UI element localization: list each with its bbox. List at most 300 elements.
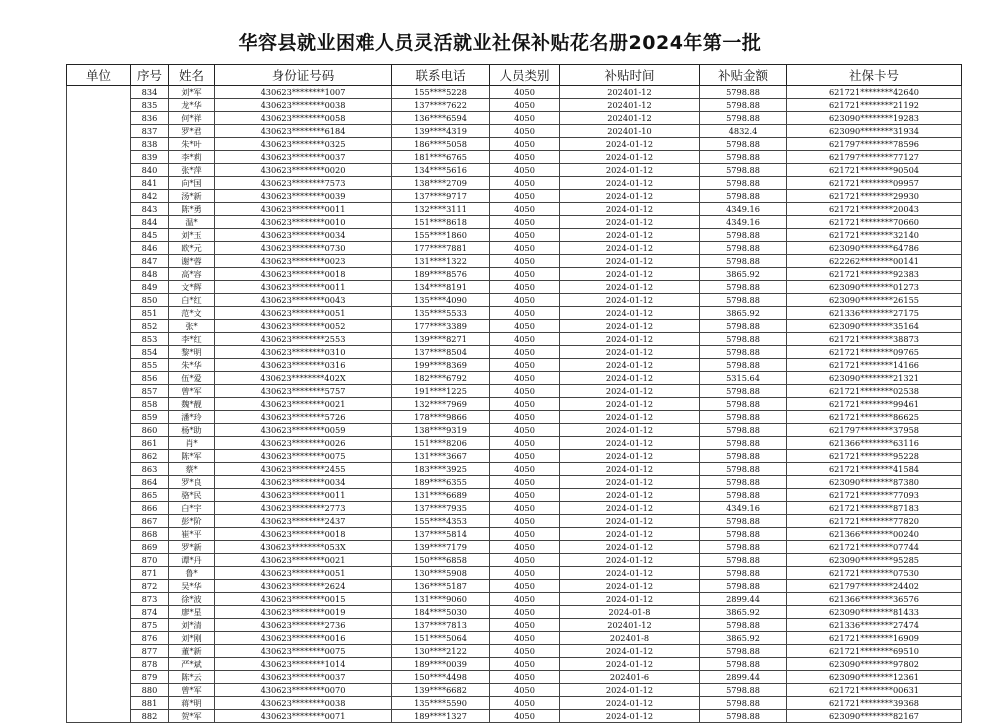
header-unit: 单位 bbox=[67, 65, 131, 86]
header-id-number: 身份证号码 bbox=[215, 65, 392, 86]
name-cell: 龙*华 bbox=[169, 99, 215, 112]
category-cell: 4050 bbox=[490, 307, 560, 320]
serial-cell: 838 bbox=[131, 138, 169, 151]
unit-cell bbox=[67, 450, 131, 463]
category-cell: 4050 bbox=[490, 515, 560, 528]
id-number-cell: 430623********0075 bbox=[215, 645, 392, 658]
card-number-cell: 621721********99461 bbox=[787, 398, 962, 411]
id-number-cell: 430623********2624 bbox=[215, 580, 392, 593]
phone-cell: 137****8504 bbox=[392, 346, 490, 359]
name-cell: 欧*元 bbox=[169, 242, 215, 255]
id-number-cell: 430623********0037 bbox=[215, 671, 392, 684]
period-cell: 2024-01-12 bbox=[560, 710, 700, 723]
id-number-cell: 430623********5757 bbox=[215, 385, 392, 398]
roster-body bbox=[67, 86, 962, 723]
amount-cell: 5798.88 bbox=[700, 294, 787, 307]
period-cell: 2024-01-12 bbox=[560, 697, 700, 710]
category-cell: 4050 bbox=[490, 593, 560, 606]
phone-cell: 155****1860 bbox=[392, 229, 490, 242]
category-cell: 4050 bbox=[490, 268, 560, 281]
table-row bbox=[67, 515, 962, 528]
serial-cell: 843 bbox=[131, 203, 169, 216]
category-cell: 4050 bbox=[490, 125, 560, 138]
table-row bbox=[67, 372, 962, 385]
amount-cell: 5798.88 bbox=[700, 580, 787, 593]
name-cell: 董*新 bbox=[169, 645, 215, 658]
amount-cell: 5798.88 bbox=[700, 541, 787, 554]
serial-cell: 867 bbox=[131, 515, 169, 528]
period-cell: 202401-12 bbox=[560, 86, 700, 99]
name-cell: 蔡* bbox=[169, 463, 215, 476]
phone-cell: 139****7179 bbox=[392, 541, 490, 554]
serial-cell: 859 bbox=[131, 411, 169, 424]
id-number-cell: 430623********7573 bbox=[215, 177, 392, 190]
phone-cell: 183****3925 bbox=[392, 463, 490, 476]
serial-cell: 880 bbox=[131, 684, 169, 697]
id-number-cell: 430623********5726 bbox=[215, 411, 392, 424]
unit-cell bbox=[67, 645, 131, 658]
period-cell: 2024-01-12 bbox=[560, 437, 700, 450]
phone-cell: 184****5030 bbox=[392, 606, 490, 619]
serial-cell: 861 bbox=[131, 437, 169, 450]
card-number-cell: 621721********07744 bbox=[787, 541, 962, 554]
table-row bbox=[67, 697, 962, 710]
name-cell: 向*国 bbox=[169, 177, 215, 190]
phone-cell: 177****3389 bbox=[392, 320, 490, 333]
serial-cell: 842 bbox=[131, 190, 169, 203]
period-cell: 2024-01-12 bbox=[560, 190, 700, 203]
id-number-cell: 430623********0034 bbox=[215, 229, 392, 242]
unit-cell bbox=[67, 138, 131, 151]
amount-cell: 5798.88 bbox=[700, 99, 787, 112]
category-cell: 4050 bbox=[490, 242, 560, 255]
category-cell: 4050 bbox=[490, 671, 560, 684]
phone-cell: 189****6355 bbox=[392, 476, 490, 489]
card-number-cell: 623090********21321 bbox=[787, 372, 962, 385]
card-number-cell: 621721********42640 bbox=[787, 86, 962, 99]
category-cell: 4050 bbox=[490, 411, 560, 424]
category-cell: 4050 bbox=[490, 216, 560, 229]
amount-cell: 5798.88 bbox=[700, 658, 787, 671]
amount-cell: 5798.88 bbox=[700, 489, 787, 502]
phone-cell: 137****9717 bbox=[392, 190, 490, 203]
name-cell: 罗*良 bbox=[169, 476, 215, 489]
card-number-cell: 623090********82167 bbox=[787, 710, 962, 723]
phone-cell: 181****6765 bbox=[392, 151, 490, 164]
serial-cell: 851 bbox=[131, 307, 169, 320]
serial-cell: 882 bbox=[131, 710, 169, 723]
amount-cell: 3865.92 bbox=[700, 632, 787, 645]
name-cell: 张*萍 bbox=[169, 164, 215, 177]
name-cell: 温* bbox=[169, 216, 215, 229]
phone-cell: 186****5058 bbox=[392, 138, 490, 151]
amount-cell: 5798.88 bbox=[700, 346, 787, 359]
phone-cell: 136****5187 bbox=[392, 580, 490, 593]
period-cell: 2024-01-12 bbox=[560, 372, 700, 385]
header-category: 人员类别 bbox=[490, 65, 560, 86]
category-cell: 4050 bbox=[490, 229, 560, 242]
phone-cell: 131****3667 bbox=[392, 450, 490, 463]
table-row bbox=[67, 86, 962, 99]
category-cell: 4050 bbox=[490, 710, 560, 723]
id-number-cell: 430623********402X bbox=[215, 372, 392, 385]
phone-cell: 189****1327 bbox=[392, 710, 490, 723]
amount-cell: 5798.88 bbox=[700, 528, 787, 541]
unit-cell bbox=[67, 255, 131, 268]
unit-cell bbox=[67, 112, 131, 125]
id-number-cell: 430623********0051 bbox=[215, 567, 392, 580]
amount-cell: 5798.88 bbox=[700, 333, 787, 346]
id-number-cell: 430623********0021 bbox=[215, 398, 392, 411]
id-number-cell: 430623********1014 bbox=[215, 658, 392, 671]
period-cell: 2024-01-12 bbox=[560, 424, 700, 437]
serial-cell: 877 bbox=[131, 645, 169, 658]
amount-cell: 5798.88 bbox=[700, 190, 787, 203]
id-number-cell: 430623********0071 bbox=[215, 710, 392, 723]
category-cell: 4050 bbox=[490, 437, 560, 450]
card-number-cell: 621797********24402 bbox=[787, 580, 962, 593]
category-cell: 4050 bbox=[490, 203, 560, 216]
period-cell: 2024-01-12 bbox=[560, 398, 700, 411]
unit-cell bbox=[67, 281, 131, 294]
name-cell: 吴*华 bbox=[169, 580, 215, 593]
serial-cell: 849 bbox=[131, 281, 169, 294]
phone-cell: 155****4353 bbox=[392, 515, 490, 528]
amount-cell: 5798.88 bbox=[700, 619, 787, 632]
table-row bbox=[67, 710, 962, 723]
period-cell: 2024-01-12 bbox=[560, 346, 700, 359]
id-number-cell: 430623********0016 bbox=[215, 632, 392, 645]
id-number-cell: 430623********0316 bbox=[215, 359, 392, 372]
period-cell: 2024-01-12 bbox=[560, 320, 700, 333]
name-cell: 罗*君 bbox=[169, 125, 215, 138]
table-row bbox=[67, 489, 962, 502]
period-cell: 202401-10 bbox=[560, 125, 700, 138]
period-cell: 2024-01-12 bbox=[560, 359, 700, 372]
amount-cell: 4832.4 bbox=[700, 125, 787, 138]
amount-cell: 5798.88 bbox=[700, 411, 787, 424]
amount-cell: 5798.88 bbox=[700, 281, 787, 294]
card-number-cell: 621797********78596 bbox=[787, 138, 962, 151]
amount-cell: 4349.16 bbox=[700, 502, 787, 515]
name-cell: 杨*助 bbox=[169, 424, 215, 437]
unit-cell bbox=[67, 541, 131, 554]
amount-cell: 5798.88 bbox=[700, 320, 787, 333]
card-number-cell: 623090********01273 bbox=[787, 281, 962, 294]
unit-cell bbox=[67, 515, 131, 528]
card-number-cell: 621721********39368 bbox=[787, 697, 962, 710]
name-cell: 谢*蓉 bbox=[169, 255, 215, 268]
serial-cell: 866 bbox=[131, 502, 169, 515]
serial-cell: 850 bbox=[131, 294, 169, 307]
table-row bbox=[67, 658, 962, 671]
period-cell: 2024-01-12 bbox=[560, 580, 700, 593]
category-cell: 4050 bbox=[490, 489, 560, 502]
serial-cell: 839 bbox=[131, 151, 169, 164]
phone-cell: 132****7969 bbox=[392, 398, 490, 411]
unit-cell bbox=[67, 632, 131, 645]
id-number-cell: 430623********0037 bbox=[215, 151, 392, 164]
id-number-cell: 430623********0043 bbox=[215, 294, 392, 307]
category-cell: 4050 bbox=[490, 372, 560, 385]
table-row bbox=[67, 346, 962, 359]
period-cell: 2024-01-12 bbox=[560, 593, 700, 606]
serial-cell: 847 bbox=[131, 255, 169, 268]
name-cell: 白*宇 bbox=[169, 502, 215, 515]
category-cell: 4050 bbox=[490, 346, 560, 359]
card-number-cell: 623090********31934 bbox=[787, 125, 962, 138]
subsidy-roster-table bbox=[66, 64, 962, 723]
serial-cell: 852 bbox=[131, 320, 169, 333]
amount-cell: 5798.88 bbox=[700, 697, 787, 710]
card-number-cell: 623090********26155 bbox=[787, 294, 962, 307]
amount-cell: 2899.44 bbox=[700, 671, 787, 684]
category-cell: 4050 bbox=[490, 359, 560, 372]
phone-cell: 155****5228 bbox=[392, 86, 490, 99]
phone-cell: 135****5590 bbox=[392, 697, 490, 710]
id-number-cell: 430623********0310 bbox=[215, 346, 392, 359]
name-cell: 朱*华 bbox=[169, 359, 215, 372]
table-row bbox=[67, 359, 962, 372]
name-cell: 何*祥 bbox=[169, 112, 215, 125]
table-row bbox=[67, 307, 962, 320]
name-cell: 陈*勇 bbox=[169, 203, 215, 216]
unit-cell bbox=[67, 190, 131, 203]
unit-cell bbox=[67, 294, 131, 307]
id-number-cell: 430623********2437 bbox=[215, 515, 392, 528]
id-number-cell: 430623********053X bbox=[215, 541, 392, 554]
name-cell: 崔*平 bbox=[169, 528, 215, 541]
period-cell: 2024-01-8 bbox=[560, 606, 700, 619]
category-cell: 4050 bbox=[490, 619, 560, 632]
card-number-cell: 623090********12361 bbox=[787, 671, 962, 684]
phone-cell: 135****5533 bbox=[392, 307, 490, 320]
name-cell: 刘*清 bbox=[169, 619, 215, 632]
name-cell: 黎*明 bbox=[169, 346, 215, 359]
period-cell: 2024-01-12 bbox=[560, 450, 700, 463]
id-number-cell: 430623********0038 bbox=[215, 99, 392, 112]
amount-cell: 5798.88 bbox=[700, 645, 787, 658]
card-number-cell: 621721********29930 bbox=[787, 190, 962, 203]
period-cell: 2024-01-12 bbox=[560, 294, 700, 307]
period-cell: 202401-8 bbox=[560, 632, 700, 645]
header-name: 姓名 bbox=[169, 65, 215, 86]
serial-cell: 841 bbox=[131, 177, 169, 190]
unit-cell bbox=[67, 372, 131, 385]
unit-cell bbox=[67, 710, 131, 723]
name-cell: 贺*军 bbox=[169, 710, 215, 723]
table-row bbox=[67, 502, 962, 515]
id-number-cell: 430623********0019 bbox=[215, 606, 392, 619]
period-cell: 2024-01-12 bbox=[560, 268, 700, 281]
category-cell: 4050 bbox=[490, 476, 560, 489]
phone-cell: 135****4090 bbox=[392, 294, 490, 307]
name-cell: 蒋*明 bbox=[169, 697, 215, 710]
amount-cell: 5798.88 bbox=[700, 710, 787, 723]
table-row bbox=[67, 281, 962, 294]
card-number-cell: 623090********97802 bbox=[787, 658, 962, 671]
category-cell: 4050 bbox=[490, 177, 560, 190]
table-row bbox=[67, 229, 962, 242]
table-row bbox=[67, 242, 962, 255]
phone-cell: 178****9866 bbox=[392, 411, 490, 424]
serial-cell: 862 bbox=[131, 450, 169, 463]
amount-cell: 5798.88 bbox=[700, 476, 787, 489]
period-cell: 2024-01-12 bbox=[560, 489, 700, 502]
table-row bbox=[67, 125, 962, 138]
amount-cell: 5798.88 bbox=[700, 177, 787, 190]
category-cell: 4050 bbox=[490, 112, 560, 125]
amount-cell: 5798.88 bbox=[700, 554, 787, 567]
amount-cell: 5798.88 bbox=[700, 463, 787, 476]
unit-cell bbox=[67, 177, 131, 190]
id-number-cell: 430623********0018 bbox=[215, 528, 392, 541]
category-cell: 4050 bbox=[490, 645, 560, 658]
unit-cell bbox=[67, 411, 131, 424]
phone-cell: 191****1225 bbox=[392, 385, 490, 398]
table-row bbox=[67, 294, 962, 307]
table-row bbox=[67, 450, 962, 463]
amount-cell: 5315.64 bbox=[700, 372, 787, 385]
period-cell: 202401-12 bbox=[560, 112, 700, 125]
page-title: 华容县就业困难人员灵活就业社保补贴花名册2024年第一批 bbox=[238, 32, 762, 54]
unit-cell bbox=[67, 242, 131, 255]
id-number-cell: 430623********0730 bbox=[215, 242, 392, 255]
unit-cell bbox=[67, 606, 131, 619]
period-cell: 202401-6 bbox=[560, 671, 700, 684]
card-number-cell: 621366********36576 bbox=[787, 593, 962, 606]
card-number-cell: 621366********00240 bbox=[787, 528, 962, 541]
serial-cell: 837 bbox=[131, 125, 169, 138]
serial-cell: 871 bbox=[131, 567, 169, 580]
id-number-cell: 430623********0059 bbox=[215, 424, 392, 437]
id-number-cell: 430623********2736 bbox=[215, 619, 392, 632]
category-cell: 4050 bbox=[490, 281, 560, 294]
period-cell: 2024-01-12 bbox=[560, 554, 700, 567]
card-number-cell: 621721********77093 bbox=[787, 489, 962, 502]
id-number-cell: 430623********0038 bbox=[215, 697, 392, 710]
unit-cell bbox=[67, 333, 131, 346]
unit-cell bbox=[67, 697, 131, 710]
id-number-cell: 430623********0325 bbox=[215, 138, 392, 151]
amount-cell: 4349.16 bbox=[700, 216, 787, 229]
period-cell: 2024-01-12 bbox=[560, 229, 700, 242]
card-number-cell: 621721********86625 bbox=[787, 411, 962, 424]
card-number-cell: 621366********63116 bbox=[787, 437, 962, 450]
table-row bbox=[67, 606, 962, 619]
period-cell: 2024-01-12 bbox=[560, 242, 700, 255]
phone-cell: 139****8271 bbox=[392, 333, 490, 346]
amount-cell: 5798.88 bbox=[700, 424, 787, 437]
id-number-cell: 430623********0021 bbox=[215, 554, 392, 567]
amount-cell: 2899.44 bbox=[700, 593, 787, 606]
phone-cell: 139****4319 bbox=[392, 125, 490, 138]
id-number-cell: 430623********0018 bbox=[215, 268, 392, 281]
amount-cell: 5798.88 bbox=[700, 684, 787, 697]
phone-cell: 151****8618 bbox=[392, 216, 490, 229]
phone-cell: 137****7935 bbox=[392, 502, 490, 515]
table-row bbox=[67, 255, 962, 268]
table-row bbox=[67, 177, 962, 190]
name-cell: 张* bbox=[169, 320, 215, 333]
category-cell: 4050 bbox=[490, 255, 560, 268]
card-number-cell: 621797********77127 bbox=[787, 151, 962, 164]
name-cell: 骆*民 bbox=[169, 489, 215, 502]
phone-cell: 177****7881 bbox=[392, 242, 490, 255]
name-cell: 李*莉 bbox=[169, 151, 215, 164]
category-cell: 4050 bbox=[490, 528, 560, 541]
id-number-cell: 430623********1007 bbox=[215, 86, 392, 99]
id-number-cell: 430623********0075 bbox=[215, 450, 392, 463]
period-cell: 2024-01-12 bbox=[560, 411, 700, 424]
name-cell: 汤*新 bbox=[169, 190, 215, 203]
serial-cell: 835 bbox=[131, 99, 169, 112]
period-cell: 2024-01-12 bbox=[560, 177, 700, 190]
unit-cell bbox=[67, 385, 131, 398]
name-cell: 文*辉 bbox=[169, 281, 215, 294]
serial-cell: 855 bbox=[131, 359, 169, 372]
card-number-cell: 621721********41584 bbox=[787, 463, 962, 476]
serial-cell: 864 bbox=[131, 476, 169, 489]
unit-cell bbox=[67, 424, 131, 437]
card-number-cell: 621721********16909 bbox=[787, 632, 962, 645]
table-row bbox=[67, 593, 962, 606]
amount-cell: 5798.88 bbox=[700, 151, 787, 164]
card-number-cell: 621721********02538 bbox=[787, 385, 962, 398]
card-number-cell: 623090********87380 bbox=[787, 476, 962, 489]
table-row bbox=[67, 554, 962, 567]
card-number-cell: 621721********21192 bbox=[787, 99, 962, 112]
unit-cell bbox=[67, 307, 131, 320]
name-cell: 魏*靓 bbox=[169, 398, 215, 411]
category-cell: 4050 bbox=[490, 658, 560, 671]
table-row bbox=[67, 619, 962, 632]
table-row bbox=[67, 398, 962, 411]
period-cell: 2024-01-12 bbox=[560, 645, 700, 658]
name-cell: 朱*叶 bbox=[169, 138, 215, 151]
id-number-cell: 430623********0023 bbox=[215, 255, 392, 268]
id-number-cell: 430623********0011 bbox=[215, 203, 392, 216]
serial-cell: 860 bbox=[131, 424, 169, 437]
category-cell: 4050 bbox=[490, 424, 560, 437]
period-cell: 2024-01-12 bbox=[560, 307, 700, 320]
name-cell: 刘*刚 bbox=[169, 632, 215, 645]
serial-cell: 873 bbox=[131, 593, 169, 606]
amount-cell: 5798.88 bbox=[700, 359, 787, 372]
unit-cell bbox=[67, 658, 131, 671]
unit-cell bbox=[67, 320, 131, 333]
table-row bbox=[67, 580, 962, 593]
category-cell: 4050 bbox=[490, 320, 560, 333]
period-cell: 2024-01-12 bbox=[560, 528, 700, 541]
amount-cell: 5798.88 bbox=[700, 515, 787, 528]
unit-cell bbox=[67, 684, 131, 697]
table-row bbox=[67, 411, 962, 424]
period-cell: 2024-01-12 bbox=[560, 515, 700, 528]
table-row bbox=[67, 463, 962, 476]
amount-cell: 5798.88 bbox=[700, 398, 787, 411]
unit-cell bbox=[67, 580, 131, 593]
phone-cell: 137****7622 bbox=[392, 99, 490, 112]
serial-cell: 879 bbox=[131, 671, 169, 684]
category-cell: 4050 bbox=[490, 190, 560, 203]
unit-cell bbox=[67, 554, 131, 567]
category-cell: 4050 bbox=[490, 86, 560, 99]
card-number-cell: 621721********77820 bbox=[787, 515, 962, 528]
amount-cell: 5798.88 bbox=[700, 112, 787, 125]
period-cell: 2024-01-12 bbox=[560, 216, 700, 229]
phone-cell: 182****6792 bbox=[392, 372, 490, 385]
